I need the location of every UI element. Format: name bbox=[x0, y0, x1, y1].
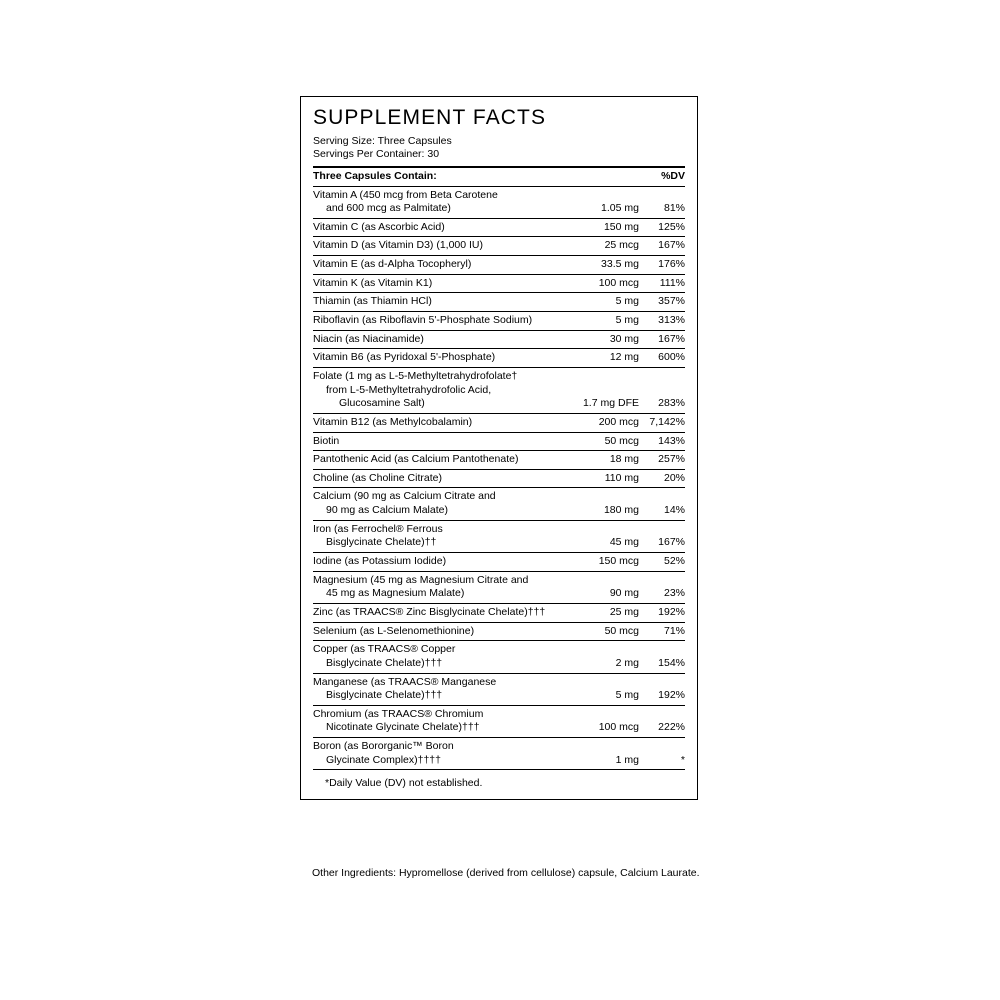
nutrient-name bbox=[313, 520, 563, 552]
nutrient-name bbox=[313, 293, 563, 312]
table-row bbox=[313, 705, 685, 737]
nutrient-amount: 25 mcg bbox=[563, 237, 639, 256]
nutrient-amount: 50 mcg bbox=[563, 432, 639, 451]
nutrient-dv: 125% bbox=[639, 218, 685, 237]
supplement-facts-panel bbox=[300, 96, 698, 800]
nutrient-name bbox=[313, 738, 563, 770]
nutrient-dv: 176% bbox=[639, 256, 685, 275]
nutrient-amount: 110 mg bbox=[563, 469, 639, 488]
servings-per-container: Servings Per Container: 30 bbox=[313, 148, 440, 161]
nutrient-name bbox=[313, 367, 563, 413]
nutrient-dv: 167% bbox=[639, 520, 685, 552]
nutrient-name-line: Choline (as Choline Citrate) bbox=[313, 471, 442, 484]
nutrient-amount: 5 mg bbox=[563, 673, 639, 705]
table-row bbox=[313, 256, 685, 275]
nutrient-dv: 600% bbox=[639, 349, 685, 368]
nutrient-name-line: Glucosamine Salt) bbox=[339, 397, 425, 410]
nutrient-amount: 1 mg bbox=[563, 738, 639, 770]
header-dv: %DV bbox=[639, 167, 685, 186]
table-row bbox=[313, 237, 685, 256]
nutrient-name-line: Thiamin (as Thiamin HCl) bbox=[313, 295, 432, 308]
nutrient-amount: 200 mcg bbox=[563, 413, 639, 432]
nutrient-name-line: Vitamin D (as Vitamin D3) (1,000 IU) bbox=[313, 239, 484, 252]
nutrient-dv: 143% bbox=[639, 432, 685, 451]
header-nutrient: Three Capsules Contain: bbox=[313, 167, 563, 186]
nutrient-name bbox=[313, 571, 563, 603]
table-header-row bbox=[313, 167, 685, 186]
nutrient-name bbox=[313, 603, 563, 622]
nutrition-table-body bbox=[313, 167, 685, 770]
nutrient-name bbox=[313, 705, 563, 737]
nutrient-amount: 90 mg bbox=[563, 571, 639, 603]
nutrient-name bbox=[313, 312, 563, 331]
nutrient-dv: 283% bbox=[639, 367, 685, 413]
nutrient-name-line: Selenium (as L-Selenomethionine) bbox=[313, 624, 475, 637]
nutrient-name-line: Nicotinate Glycinate Chelate)††† bbox=[326, 721, 480, 734]
nutrient-name bbox=[313, 413, 563, 432]
nutrient-name-line: Copper (as TRAACS® Copper bbox=[313, 643, 456, 656]
nutrient-dv: 222% bbox=[639, 705, 685, 737]
table-row bbox=[313, 603, 685, 622]
nutrient-name-line: Folate (1 mg as L-5-Methyltetrahydrofolate† bbox=[313, 369, 518, 382]
nutrient-amount: 2 mg bbox=[563, 641, 639, 673]
nutrient-amount: 150 mcg bbox=[563, 553, 639, 572]
page-title: SUPPLEMENT FACTS bbox=[313, 106, 547, 129]
table-row bbox=[313, 622, 685, 641]
nutrient-dv: 257% bbox=[639, 451, 685, 470]
nutrient-amount: 25 mg bbox=[563, 603, 639, 622]
nutrient-dv: 167% bbox=[639, 330, 685, 349]
panel-inner bbox=[301, 97, 697, 799]
nutrient-dv: 111% bbox=[639, 274, 685, 293]
daily-value-footnote: *Daily Value (DV) not established. bbox=[325, 777, 483, 790]
nutrient-name-line: Calcium (90 mg as Calcium Citrate and bbox=[313, 490, 496, 503]
nutrient-dv: 192% bbox=[639, 603, 685, 622]
nutrient-dv: 313% bbox=[639, 312, 685, 331]
table-row bbox=[313, 738, 685, 770]
nutrient-name bbox=[313, 186, 563, 218]
table-row bbox=[313, 641, 685, 673]
table-row bbox=[313, 571, 685, 603]
nutrient-name bbox=[313, 256, 563, 275]
nutrient-name-line: Vitamin B6 (as Pyridoxal 5'-Phosphate) bbox=[313, 351, 496, 364]
nutrient-dv: 71% bbox=[639, 622, 685, 641]
nutrient-name-line: Vitamin C (as Ascorbic Acid) bbox=[313, 220, 445, 233]
nutrient-dv: 7,142% bbox=[639, 413, 685, 432]
nutrient-name-line: Biotin bbox=[313, 434, 340, 447]
table-row bbox=[313, 520, 685, 552]
nutrient-name-line: Manganese (as TRAACS® Manganese bbox=[313, 675, 497, 688]
nutrient-name-line: Zinc (as TRAACS® Zinc Bisglycinate Chelate)††† bbox=[313, 605, 546, 618]
table-row bbox=[313, 488, 685, 520]
nutrient-name-line: Bisglycinate Chelate)††† bbox=[326, 656, 443, 669]
other-ingredients: Other Ingredients: Hypromellose (derived from cellulose) capsule, Calcium Laurate. bbox=[312, 867, 700, 879]
nutrient-dv: 154% bbox=[639, 641, 685, 673]
nutrient-name bbox=[313, 641, 563, 673]
table-row bbox=[313, 469, 685, 488]
nutrient-name bbox=[313, 274, 563, 293]
nutrient-name-line: Magnesium (45 mg as Magnesium Citrate and bbox=[313, 573, 529, 586]
table-row bbox=[313, 413, 685, 432]
nutrient-name-line: Iron (as Ferrochel® Ferrous bbox=[313, 522, 443, 535]
nutrient-name-line: Vitamin E (as d-Alpha Tocopheryl) bbox=[313, 258, 472, 271]
nutrient-dv: 23% bbox=[639, 571, 685, 603]
table-row bbox=[313, 312, 685, 331]
nutrient-dv: 167% bbox=[639, 237, 685, 256]
nutrient-name-line: Boron (as Bororganic™ Boron bbox=[313, 740, 454, 753]
table-row bbox=[313, 432, 685, 451]
nutrient-dv: 357% bbox=[639, 293, 685, 312]
table-row bbox=[313, 330, 685, 349]
nutrient-dv: 14% bbox=[639, 488, 685, 520]
table-row bbox=[313, 293, 685, 312]
nutrient-name bbox=[313, 349, 563, 368]
table-row bbox=[313, 673, 685, 705]
nutrient-name-line: and 600 mcg as Palmitate) bbox=[326, 202, 451, 215]
nutrient-name-line: Niacin (as Niacinamide) bbox=[313, 332, 424, 345]
nutrient-amount: 100 mcg bbox=[563, 705, 639, 737]
nutrient-amount: 180 mg bbox=[563, 488, 639, 520]
table-row bbox=[313, 349, 685, 368]
table-row bbox=[313, 553, 685, 572]
nutrient-amount: 30 mg bbox=[563, 330, 639, 349]
nutrient-amount: 150 mg bbox=[563, 218, 639, 237]
header-amount bbox=[563, 167, 639, 186]
nutrient-name bbox=[313, 218, 563, 237]
nutrient-name bbox=[313, 488, 563, 520]
table-row bbox=[313, 367, 685, 413]
nutrient-dv: 20% bbox=[639, 469, 685, 488]
nutrient-name bbox=[313, 553, 563, 572]
nutrient-name-line: 90 mg as Calcium Malate) bbox=[326, 504, 448, 517]
nutrient-amount: 5 mg bbox=[563, 293, 639, 312]
nutrient-amount: 12 mg bbox=[563, 349, 639, 368]
nutrient-dv: 52% bbox=[639, 553, 685, 572]
nutrient-name bbox=[313, 469, 563, 488]
table-row bbox=[313, 218, 685, 237]
nutrient-amount: 50 mcg bbox=[563, 622, 639, 641]
nutrient-name-line: Bisglycinate Chelate)††† bbox=[326, 689, 443, 702]
nutrient-amount: 18 mg bbox=[563, 451, 639, 470]
serving-size: Serving Size: Three Capsules bbox=[313, 135, 452, 148]
nutrient-amount: 1.7 mg DFE bbox=[563, 367, 639, 413]
table-row bbox=[313, 274, 685, 293]
nutrient-name-line: 45 mg as Magnesium Malate) bbox=[326, 587, 465, 600]
nutrient-name-line: Vitamin A (450 mcg from Beta Carotene bbox=[313, 188, 498, 201]
nutrient-amount: 1.05 mg bbox=[563, 186, 639, 218]
nutrient-name-line: Glycinate Complex)†††† bbox=[326, 753, 441, 766]
nutrient-name bbox=[313, 673, 563, 705]
nutrient-amount: 5 mg bbox=[563, 312, 639, 331]
nutrient-dv: 192% bbox=[639, 673, 685, 705]
nutrient-name-line: Bisglycinate Chelate)†† bbox=[326, 536, 437, 549]
nutrient-dv: * bbox=[639, 738, 685, 770]
nutrient-name-line: Chromium (as TRAACS® Chromium bbox=[313, 707, 484, 720]
nutrient-name bbox=[313, 330, 563, 349]
nutrient-dv: 81% bbox=[639, 186, 685, 218]
nutrient-name bbox=[313, 237, 563, 256]
table-row bbox=[313, 451, 685, 470]
nutrition-table bbox=[313, 166, 685, 770]
nutrient-amount: 33.5 mg bbox=[563, 256, 639, 275]
nutrient-name bbox=[313, 432, 563, 451]
nutrient-name-line: Vitamin B12 (as Methylcobalamin) bbox=[313, 415, 473, 428]
nutrient-name-line: Iodine (as Potassium Iodide) bbox=[313, 555, 447, 568]
nutrient-name-line: Pantothenic Acid (as Calcium Pantothenate) bbox=[313, 453, 519, 466]
nutrient-amount: 100 mcg bbox=[563, 274, 639, 293]
nutrient-name-line: Vitamin K (as Vitamin K1) bbox=[313, 276, 433, 289]
nutrient-name-line: Riboflavin (as Riboflavin 5'-Phosphate Sodium) bbox=[313, 314, 533, 327]
nutrient-amount: 45 mg bbox=[563, 520, 639, 552]
nutrient-name bbox=[313, 451, 563, 470]
nutrient-name-line: from L-5-Methyltetrahydrofolic Acid, bbox=[326, 383, 492, 396]
table-row bbox=[313, 186, 685, 218]
nutrient-name bbox=[313, 622, 563, 641]
